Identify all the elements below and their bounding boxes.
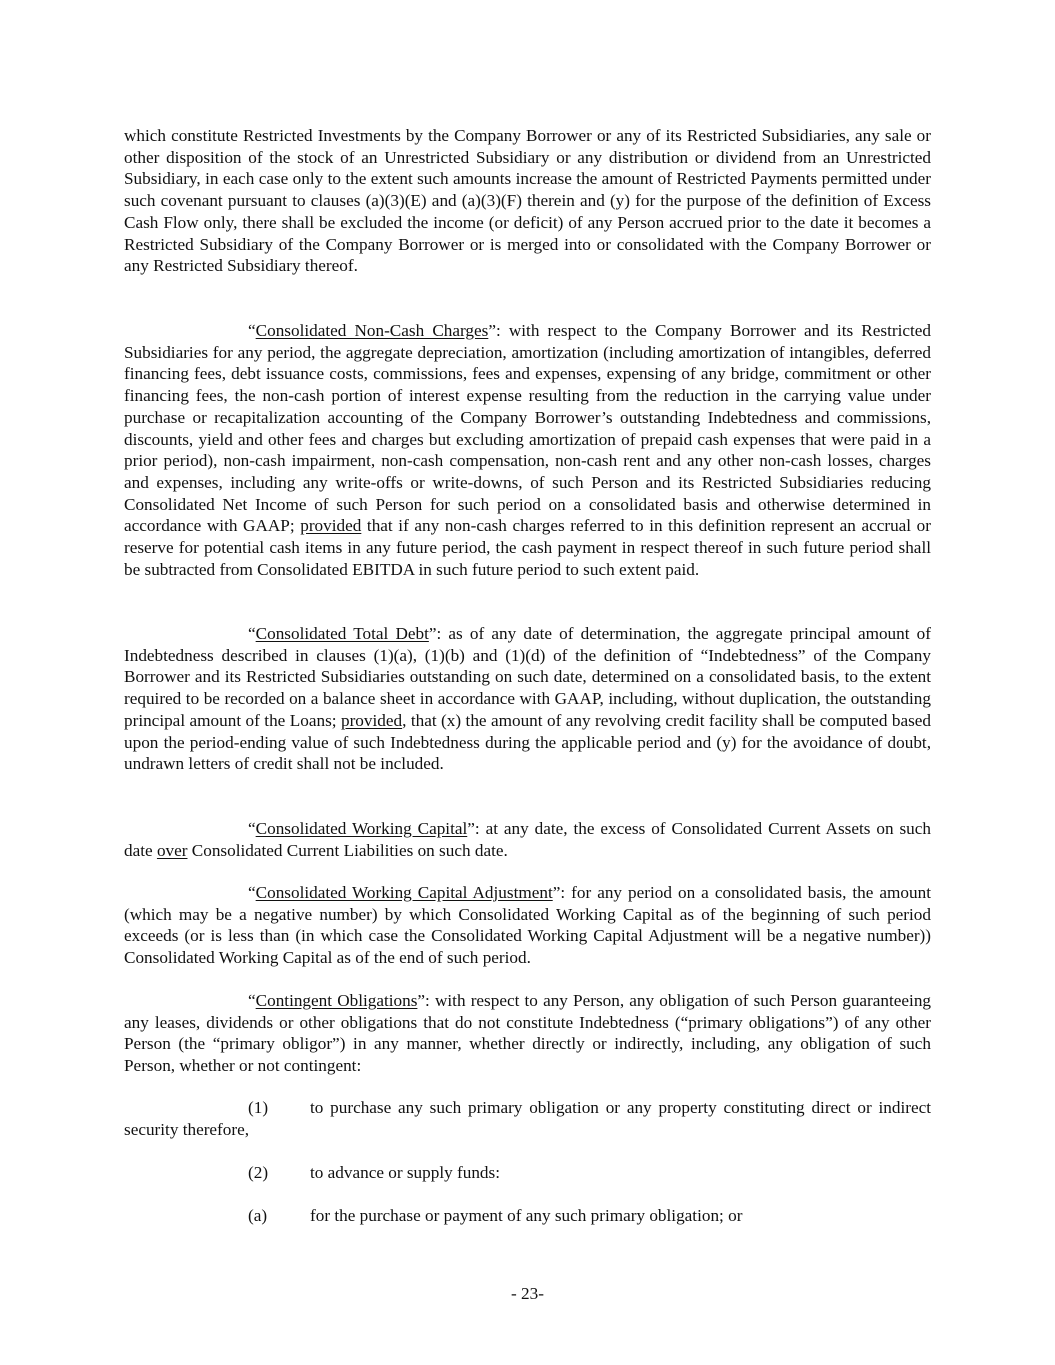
open-quote: “ (248, 883, 256, 902)
definition-consolidated-working-capital-adjustment: “Consolidated Working Capital Adjustment”: for any period on a consolidated basis, the amount (which may be a negative number) by which Consolidated Working Capital as of the beginning of such period exceeds (or is less than (in which case the Consolidated Working Capital Adjustment will be a negative number)) Consolidated Working Capital as of the end of such period. (124, 883, 931, 968)
open-quote: “ (248, 991, 256, 1010)
list-letter-a: (a) (248, 1206, 268, 1225)
list-item-2-text: to advance or supply funds: (310, 1163, 500, 1182)
provided-emphasis: provided (340, 710, 403, 730)
definition-consolidated-working-capital: “Consolidated Working Capital”: at any date, the excess of Consolidated Current Assets on such date over Consolidated Current Liabilities on such date. (124, 819, 931, 860)
open-quote: “ (248, 624, 256, 643)
defined-term: Contingent Obligations (255, 991, 418, 1010)
open-quote: “ (248, 321, 256, 340)
definition-consolidated-non-cash-charges: “Consolidated Non-Cash Charges”: with respect to the Company Borrower and its Restricted Subsidiaries for any period, the aggregate depreciation, amortization (including amortization of intangibles, deferred financing fees, debt issuance costs, commissions, fees and expenses, expensing of any bridge, commitment or other financing fees, the non-cash portion of interest expense resulting from the reduction in the carrying value under purchase or recapitalization accounting of the Company Borrower’s outstanding Indebtedness and commissions, discounts, yield and other fees and charges but excluding amortization of prepaid cash expenses that were paid in a prior period), non-cash impairment, non-cash compensation, non-cash rent and any other non-cash losses, charges and expenses, including any write-offs or write-downs, of such Person and its Restricted Subsidiaries reducing Consolidated Net Income of such Person for such period on a consolidated basis and otherwise determined in accordance with GAAP; provided that if any non-cash charges referred to in this definition represent an accrual or reserve for potential cash items in any future period, the cash payment in respect thereof in such future period shall be subtracted from Consolidated EBITDA in such future period to such extent paid. (124, 321, 931, 579)
definition-consolidated-total-debt: “Consolidated Total Debt”: as of any date of determination, the aggregate principal amount of Indebtedness described in clauses (1)(a), (1)(b) and (1)(d) of the definition of “Indebtedness” of the Company Borrower and its Restricted Subsidiaries outstanding on such date, determined on a consolidated basis, to the extent required to be recorded on a balance sheet in accordance with GAAP, including, without duplication, the outstanding principal amount of the Loans; provided, that (x) the amount of any revolving credit facility shall be computed based upon the period-ending value of such Indebtedness during the applicable period and (y) for the avoidance of doubt, undrawn letters of credit shall not be included. (124, 624, 931, 774)
list-item-1 (124, 1097, 931, 1140)
provided-emphasis: provided (300, 516, 362, 536)
defined-term: Consolidated Working Capital (255, 819, 468, 838)
defined-term: Consolidated Total Debt (255, 624, 429, 643)
list-number: (1) (248, 1098, 269, 1117)
over-emphasis: over (156, 840, 188, 860)
list-text: to purchase any such primary obligation or any property constituting direct or indirect security therefore, (124, 1098, 931, 1139)
list-item-a-text: for the purchase or payment of any such primary obligation; or (310, 1206, 743, 1225)
paragraph-continuation: which constitute Restricted Investments by the Company Borrower or any of its Restricted Subsidiaries, any sale or other disposition of the stock of an Unrestricted Subsidiary or any distribution or dividend from an Unrestricted Subsidiary, in each case only to the extent such amounts increase the amount of Restricted Payments permitted under such covenant pursuant to clauses (a)(3)(E) and (a)(3)(F) therein and (y) for the purpose of the definition of Excess Cash Flow only, there shall be excluded the income (or deficit) of any Person accrued prior to the date it becomes a Restricted Subsidiary of the Company Borrower or is merged into or consolidated with the Company Borrower or any Restricted Subsidiary thereof. (124, 126, 931, 276)
defined-term: Consolidated Non-Cash Charges (255, 321, 489, 340)
open-quote: “ (248, 819, 256, 838)
list-number-2: (2) (248, 1163, 269, 1182)
definition-contingent-obligations: “Contingent Obligations”: with respect to any Person, any obligation of such Person guaranteeing any leases, dividends or other obligations that do not constitute Indebtedness (“primary obligations”) of any other Person (the “primary obligor”) in any manner, whether directly or indirectly, including, any obligation of such Person, whether or not contingent: (124, 991, 932, 1076)
defined-term: Consolidated Working Capital Adjustment (255, 883, 553, 902)
page-number: - 23- (511, 1284, 544, 1303)
